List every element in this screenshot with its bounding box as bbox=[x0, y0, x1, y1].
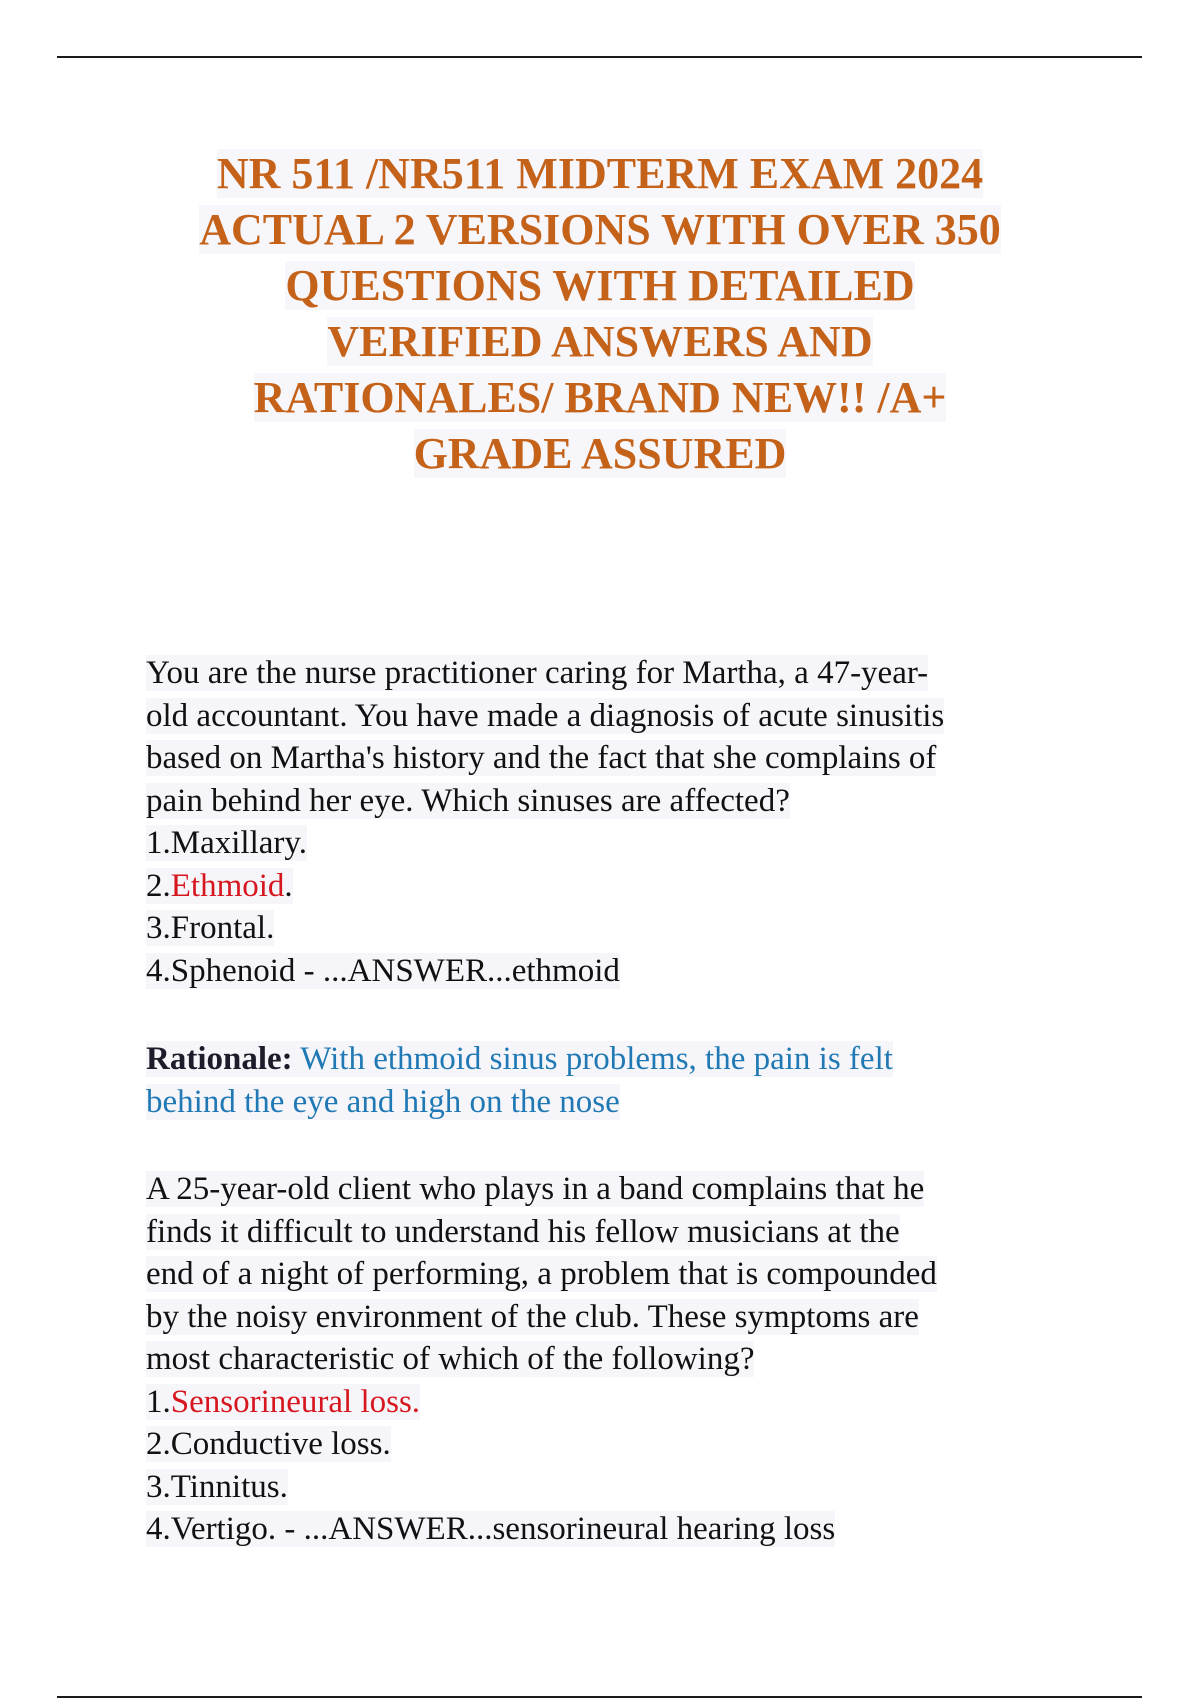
option-number: 1. bbox=[146, 1383, 171, 1420]
document-title bbox=[120, 146, 1080, 482]
rationale-block bbox=[146, 1038, 1076, 1123]
rationale-text: With ethmoid sinus problems, the pain is felt bbox=[292, 1041, 893, 1077]
title-line: RATIONALES/ BRAND NEW!! /A+ bbox=[253, 373, 947, 422]
rationale-line bbox=[146, 1038, 1076, 1081]
question-stem-line: old accountant. You have made a diagnosis of acute sinusitis bbox=[146, 697, 945, 734]
answer-option: 3.Frontal. bbox=[146, 910, 275, 946]
answer-option-correct bbox=[146, 865, 1076, 908]
answer-option-correct bbox=[146, 1381, 1076, 1424]
question-stem-line: most characteristic of which of the following? bbox=[146, 1341, 755, 1377]
question-stem-line: based on Martha's history and the fact that she complains of bbox=[146, 740, 937, 776]
answer-option: 4.Sphenoid - ...ANSWER...ethmoid bbox=[146, 952, 620, 989]
question-stem-line: end of a night of performing, a problem that is compounded bbox=[146, 1256, 937, 1292]
answer-option: 2.Conductive loss. bbox=[146, 1426, 391, 1462]
rationale-line: behind the eye and high on the nose bbox=[146, 1083, 620, 1120]
title-line: ACTUAL 2 VERSIONS WITH OVER 350 bbox=[199, 205, 1001, 254]
title-line: NR 511 /NR511 MIDTERM EXAM 2024 bbox=[216, 149, 984, 198]
option-punctuation: . bbox=[284, 867, 293, 904]
bottom-rule bbox=[57, 1696, 1142, 1698]
answer-option: 1.Maxillary. bbox=[146, 825, 307, 861]
title-line: VERIFIED ANSWERS AND bbox=[327, 317, 873, 366]
question-stem-line: finds it difficult to understand his fellow musicians at the bbox=[146, 1213, 900, 1250]
question-stem-line: A 25-year-old client who plays in a band complains that he bbox=[146, 1171, 925, 1207]
question-stem-line: by the noisy environment of the club. These symptoms are bbox=[146, 1298, 919, 1335]
answer-option: 4.Vertigo. - ...ANSWER...sensorineural hearing loss bbox=[146, 1511, 836, 1547]
question-2 bbox=[146, 1168, 1076, 1551]
option-number: 2. bbox=[146, 867, 171, 904]
title-line: GRADE ASSURED bbox=[413, 429, 787, 478]
rationale-label: Rationale: bbox=[146, 1041, 293, 1077]
correct-answer-highlight: Ethmoid bbox=[170, 867, 285, 904]
correct-answer-highlight: Sensorineural loss. bbox=[170, 1383, 421, 1420]
top-rule bbox=[57, 56, 1142, 58]
title-line: QUESTIONS WITH DETAILED bbox=[285, 261, 915, 310]
question-stem-line: pain behind her eye. Which sinuses are affected? bbox=[146, 782, 790, 819]
answer-option: 3.Tinnitus. bbox=[146, 1468, 288, 1505]
question-stem-line: You are the nurse practitioner caring for Martha, a 47-year- bbox=[146, 655, 929, 691]
question-1 bbox=[146, 652, 1076, 992]
